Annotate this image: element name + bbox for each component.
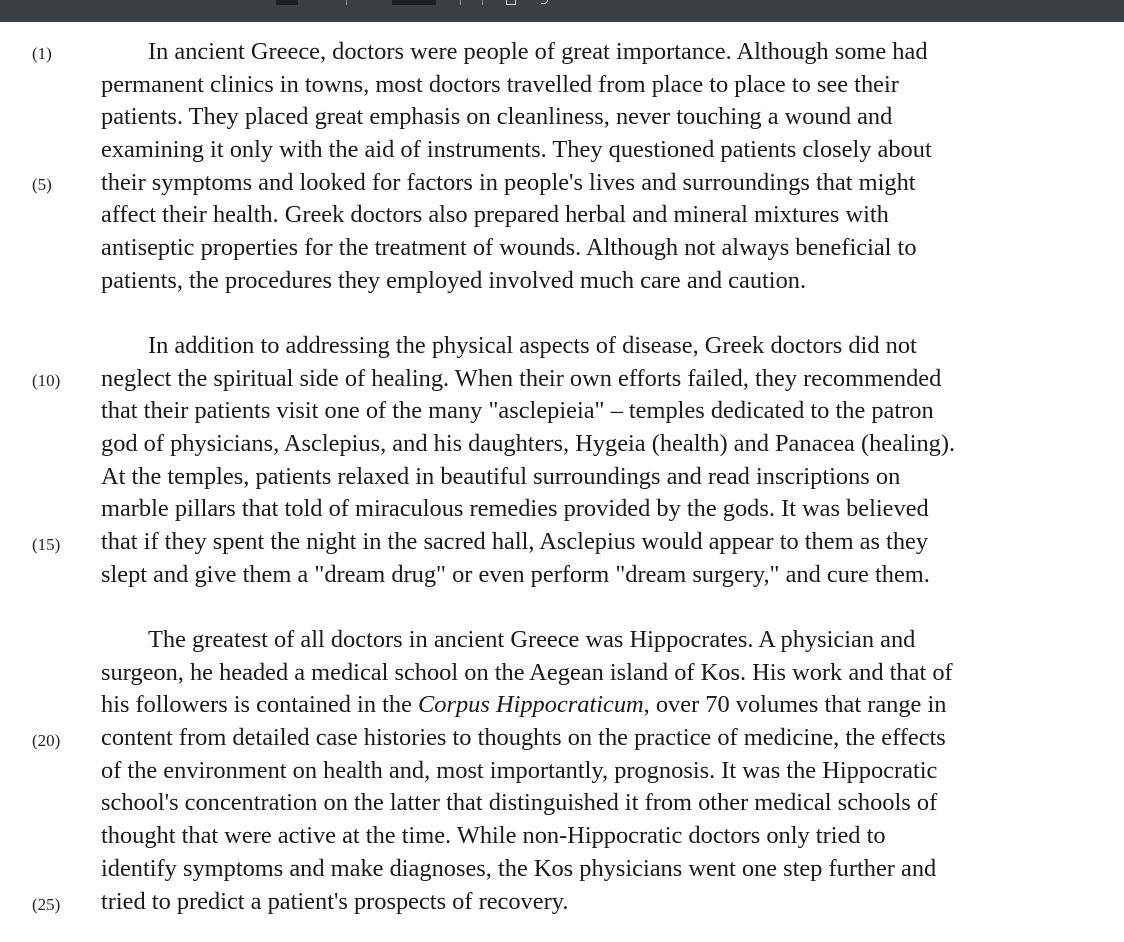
text-line: The greatest of all doctors in ancient Greece was Hippocrates. A physician and — [148, 626, 916, 653]
text-line: examining it only with the aid of instruments. They questioned patients closely about — [101, 136, 932, 163]
rotate-icon[interactable] — [541, 0, 548, 4]
text-run: his followers is contained in the — [101, 691, 419, 718]
text-line: identify symptoms and make diagnoses, the Kos physicians went one step further and — [101, 855, 937, 882]
viewer-toolbar — [0, 0, 1124, 22]
text-run: , over 70 volumes that range in — [643, 691, 947, 718]
text-line: their symptoms and looked for factors in people's lives and surroundings that might — [101, 169, 916, 196]
text-line: tried to predict a patient's prospects of recovery. — [101, 888, 569, 915]
line-number: (25) — [32, 895, 61, 914]
text-line: god of physicians, Asclepius, and his daughters, Hygeia (health) and Panacea (healing). — [101, 430, 956, 457]
book-title: Corpus Hippocraticum — [418, 691, 644, 718]
text-line: slept and give them a "dream drug" or even perform "dream surgery," and cure them. — [101, 561, 930, 588]
text-line: In ancient Greece, doctors were people of great importance. Although some had — [148, 38, 928, 65]
text-line: surgeon, he headed a medical school on the Aegean island of Kos. His work and that of — [101, 659, 953, 686]
text-line — [101, 688, 946, 721]
text-line: thought that were active at the time. While non-Hippocratic doctors only tried to — [101, 822, 886, 849]
line-number: (1) — [32, 44, 52, 63]
toolbar-field-icon[interactable] — [392, 0, 436, 5]
text-line: At the temples, patients relaxed in beautiful surroundings and read inscriptions on — [101, 463, 901, 490]
text-line: that if they spent the night in the sacred hall, Asclepius would appear to them as they — [101, 528, 929, 555]
line-number: (20) — [32, 731, 61, 750]
text-line: of the environment on health and, most importantly, prognosis. It was the Hippocratic — [101, 757, 938, 784]
toolbar-separator — [482, 0, 483, 5]
text-line: neglect the spiritual side of healing. When their own efforts failed, they recommended — [101, 365, 942, 392]
save-icon[interactable] — [506, 0, 516, 5]
text-line: antiseptic properties for the treatment of wounds. Although not always beneficial to — [101, 234, 917, 261]
toolbar-button-icon[interactable] — [276, 0, 298, 5]
text-line: affect their health. Greek doctors also prepared herbal and mineral mixtures with — [101, 201, 889, 228]
text-line: permanent clinics in towns, most doctors travelled from place to place to see their — [101, 71, 899, 98]
text-line: content from detailed case histories to thoughts on the practice of medicine, the effects — [101, 724, 946, 751]
text-line: that their patients visit one of the many "asclepieia" – temples dedicated to the patron — [101, 397, 934, 424]
line-number: (15) — [32, 535, 61, 554]
line-number: (10) — [32, 371, 61, 390]
text-line: In addition to addressing the physical aspects of disease, Greek doctors did not — [148, 332, 917, 359]
text-line: school's concentration on the latter that distinguished it from other medical schools of — [101, 789, 938, 816]
text-line: patients, the procedures they employed involved much care and caution. — [101, 267, 807, 294]
text-line: marble pillars that told of miraculous remedies provided by the gods. It was believed — [101, 495, 929, 522]
toolbar-separator — [460, 0, 461, 5]
toolbar-separator — [346, 0, 347, 5]
text-line: patients. They placed great emphasis on cleanliness, never touching a wound and — [101, 103, 893, 130]
line-number: (5) — [32, 175, 52, 194]
